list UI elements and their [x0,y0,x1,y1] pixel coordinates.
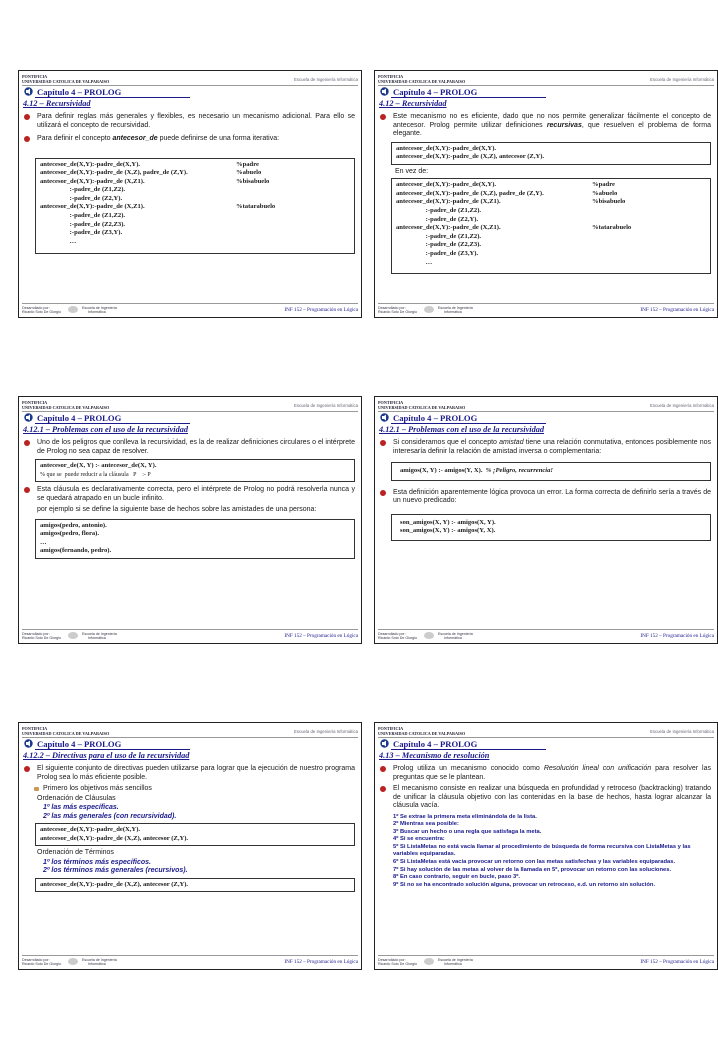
code-line: antecesor_de(X,Y):-padre_de (X,Z1). %bisabuelo [396,198,626,206]
code-line: antecesor_de(X,Y):-padre_de (X,Z1). %bisabuelo [40,177,270,185]
university-name: PONTIFICIA UNIVERSIDAD CATOLICA DE VALPARAISO [22,726,110,736]
university-name: PONTIFICIA UNIVERSIDAD CATOLICA DE VALPARAISO [378,726,466,736]
code-box [35,158,355,254]
slide-5 [18,722,362,970]
author: Desarrollado por: Ricardo Soto De Giorgio [22,632,61,641]
code-line: antecesor_de(X,Y):-padre_de (X,Z), padre_de (Z,Y). %abuelo [396,189,618,197]
course-name: INF 152 – Programación en Lógica [640,959,714,965]
section-title: 4.13 – Mecanismo de resolución [379,751,490,760]
subheading: Ordenación de Cláusulas [37,794,116,802]
instead-label: En vez de: [395,167,429,175]
school-footer: Escuela de Ingeniería Informática [82,306,117,315]
code-line: :-padre_de (Z3,Y). [396,249,479,257]
school-footer: Escuela de Ingeniería Informática [438,632,473,641]
step: 9º Si no se ha encontrado solución alguna, provocar un retroceso, e.d. un retorno sin solución. [393,881,656,888]
bullet: Para definir reglas más generales y flexibles, es necesario un mecanismo adicional. Para ello se utilizará el concepto de recursividad. [23,113,355,130]
course-name: INF 152 – Programación en Lógica [284,307,358,313]
section-title: 4.12 – Recursividad [379,99,447,108]
slide-footer [22,629,358,641]
author: Desarrollado por: Ricardo Soto De Giorgio [22,306,61,315]
step: 8º En caso contrario, seguir en bucle, paso 3º. [393,874,520,881]
speaker-icon [379,739,390,748]
code-line: :-padre_de (Z2,Z3). [40,220,126,228]
slide-footer [378,955,714,967]
chapter-heading [379,87,713,97]
school-logo [68,958,78,965]
code-line: :-padre_de (Z1,Z2). [396,232,482,240]
resolution-steps [379,814,711,890]
code-line: antecesor_de(X,Y):-padre_de (X,Z1). %tatarabuelo [40,203,276,211]
slide-2 [374,70,718,318]
bullet: Esta definición aparentemente lógica provoca un error. La forma correcta de definirlo sería a través de un nuevo predicado: [379,489,711,506]
slide-1 [18,70,362,318]
bullet: Esta cláusula es declarativamente correcta, pero el intérprete de Prolog no podrá resolverla nunca y se quedará atrapado en un bucle infinito. [23,486,355,503]
step: 5º Si ListaMetas no está vacía llamar al procedimiento de búsqueda de forma recursiva con ListaMetas y las variables equiparadas. [393,843,691,858]
step: 2º Mientras sea posible: [393,821,459,828]
slide-footer [378,629,714,641]
subheading: Ordenación de Términos [37,849,114,857]
code-line: … [396,258,433,266]
code-line: :-padre_de (Z3,Y). [40,229,123,237]
chapter-heading [23,739,357,749]
chapter-title: Capítulo 4 – PROLOG [393,739,478,749]
code-box: son_amigos(X, Y) :- amigos(X, Y). son_amigos(X, Y) :- amigos(Y, X). [391,514,711,541]
slide-header [378,725,714,738]
code-line: antecesor_de(X,Y):-padre_de (X,Z1). %tatarabuelo [396,224,632,232]
code-line: :-padre_de (Z1,Z2). [40,212,126,220]
code-line: antecesor_de(X,Y):-padre_de(X,Y). %padre [396,181,615,189]
author: Desarrollado por: Ricardo Soto De Giorgio [378,958,417,967]
bullet: Prolog utiliza un mecanismo conocido como Resolución lineal con unificación para resolver las preguntas que se le plantean. [379,765,711,782]
school-logo [68,306,78,313]
code-box: antecesor_de(X,Y):-padre_de(X,Y). antecesor_de(X,Y):-padre_de (X,Z), antecesor (Z,Y). [35,823,355,846]
author: Desarrollado por: Ricardo Soto De Giorgio [22,958,61,967]
course-name: INF 152 – Programación en Lógica [640,633,714,639]
code-box [391,178,711,274]
slide-footer [378,303,714,315]
chapter-title: Capítulo 4 – PROLOG [393,413,478,423]
school-logo [68,632,78,639]
school-name: Escuela de Ingeniería Informática [649,729,714,734]
code-box: antecesor_de(X, Y) :- antecesor_de(X, Y). % que se puede reducir a la cláusula P :- P [35,459,355,482]
course-name: INF 152 – Programación en Lógica [284,633,358,639]
school-logo [424,306,434,313]
code-line: :-padre_de (Z1,Z2). [396,206,482,214]
slide-footer [22,955,358,967]
code-line: :-padre_de (Z1,Z2). [40,186,126,194]
school-logo [424,958,434,965]
school-name: Escuela de Ingeniería Informática [293,77,358,82]
slide-6 [374,722,718,970]
school-name: Escuela de Ingeniería Informática [293,729,358,734]
school-name: Escuela de Ingeniería Informática [293,403,358,408]
speaker-icon [379,87,390,96]
university-name: PONTIFICIA UNIVERSIDAD CATOLICA DE VALPARAISO [378,74,466,84]
school-footer: Escuela de Ingeniería Informática [438,958,473,967]
emphasis: 2º las más generales (con recursividad). [43,812,177,820]
chapter-heading [23,413,357,423]
emphasis: 1º las más específicas. [43,804,119,811]
author: Desarrollado por: Ricardo Soto De Giorgio [378,632,417,641]
slide-header [378,399,714,412]
chapter-title: Capítulo 4 – PROLOG [393,87,478,97]
code-line: antecesor_de(X,Y):-padre_de(X,Y). %padre [40,160,259,168]
emphasis: 1º los términos más específicos. [43,858,151,866]
author: Desarrollado por: Ricardo Soto De Giorgio [378,306,417,315]
sub-bullet: Primero los objetivos más sencillos [23,785,355,794]
step: 4º Si se encuentra: [393,836,445,843]
code-line: :-padre_de (Z2,Y). [40,194,123,202]
slide-3 [18,396,362,644]
chapter-title: Capítulo 4 – PROLOG [37,413,122,423]
chapter-heading [379,739,713,749]
school-name: Escuela de Ingeniería Informática [649,403,714,408]
code-box: amigos(pedro, antonio). amigos(pedro, flora). … amigos(fernando, pedro). [35,519,355,559]
speaker-icon [23,739,34,748]
slide-header [378,73,714,86]
paragraph: por ejemplo si se define la siguiente base de hechos sobre las amistades de una persona: [37,506,317,514]
university-name: PONTIFICIA UNIVERSIDAD CATOLICA DE VALPARAISO [22,400,110,410]
emphasis: 2º los términos más generales (recursivos). [43,867,188,875]
bullet: Este mecanismo no es eficiente, dado que no nos permite generalizar fácilmente el concepto de antecesor. Prolog permite utilizar definiciones recursivas, que resuelven el problema de forma elegante. [379,113,711,139]
section-title: 4.12.1 – Problemas con el uso de la recursividad [379,425,545,434]
chapter-title: Capítulo 4 – PROLOG [37,739,122,749]
code-line: :-padre_de (Z2,Y). [396,215,479,223]
slide-header [22,399,358,412]
code-box: antecesor_de(X,Y):-padre_de(X,Y). antecesor_de(X,Y):-padre_de (X,Z), antecesor (Z,Y). [391,142,711,165]
speaker-icon [23,413,34,422]
chapter-title: Capítulo 4 – PROLOG [37,87,122,97]
section-title: 4.12.1 – Problemas con el uso de la recursividad [23,425,189,434]
bullet: Uno de los peligros que conlleva la recursividad, es la de realizar definiciones circulares o el intérprete de Prolog no sea capaz de resolver. [23,439,355,456]
bullet: El mecanismo consiste en realizar una búsqueda en profundidad y retroceso (backtracking) tratando de unificar la cláusula objetivo con las contenidas en la base de hechos, hasta lograr alcanzar la cláusula vacía. [379,785,711,811]
school-footer: Escuela de Ingeniería Informática [82,958,117,967]
chapter-heading [379,413,713,423]
section-title: 4.12.2 – Directivas para el uso de la recursividad [23,751,190,760]
chapter-heading [23,87,357,97]
school-footer: Escuela de Ingeniería Informática [438,306,473,315]
slide-header [22,73,358,86]
school-name: Escuela de Ingeniería Informática [649,77,714,82]
speaker-icon [23,87,34,96]
bullet: Si consideramos que el concepto amistad tiene una relación conmutativa, entonces posiblemente nos interesaría definir la relación de amistad inversa o complementaria: [379,439,711,456]
slide-4 [374,396,718,644]
code-line: … [40,237,77,245]
school-logo [424,632,434,639]
step: 3º Buscar un hecho o una regla que satisfaga la meta. [393,828,542,835]
slide-header [22,725,358,738]
slide-footer [22,303,358,315]
code-line: antecesor_de(X,Y):-padre_de (X,Z), padre_de (Z,Y). %abuelo [40,169,262,177]
step: 6º Si ListaMetas está vacía provocar un retorno con las metas satisfechas y las variables equiparadas. [393,859,676,866]
bullet: El siguiente conjunto de directivas pueden utilizarse para lograr que la ejecución de nuestro programa Prolog sea lo más eficiente posible. [23,765,355,782]
course-name: INF 152 – Programación en Lógica [284,959,358,965]
code-line: :-padre_de (Z2,Z3). [396,241,482,249]
school-footer: Escuela de Ingeniería Informática [82,632,117,641]
step: 1º Se extrae la primera meta eliminándola de la lista. [393,813,537,820]
section-title: 4.12 – Recursividad [23,99,91,108]
course-name: INF 152 – Programación en Lógica [640,307,714,313]
speaker-icon [379,413,390,422]
step: 7º Si hay solución de las metas al volver de la llamada en 5º, provocar un retorno con las soluciones. [393,866,672,873]
code-box: antecesor_de(X,Y):-padre_de (X,Z), antecesor (Z,Y). [35,878,355,893]
university-name: PONTIFICIA UNIVERSIDAD CATOLICA DE VALPARAISO [22,74,110,84]
university-name: PONTIFICIA UNIVERSIDAD CATOLICA DE VALPARAISO [378,400,466,410]
bullet: Para definir el concepto antecesor_de puede definirse de una forma iterativa: [23,135,355,144]
code-box: amigos(X, Y) :- amigos(Y, X). % ¡Peligro, recurrencia! [391,462,711,481]
